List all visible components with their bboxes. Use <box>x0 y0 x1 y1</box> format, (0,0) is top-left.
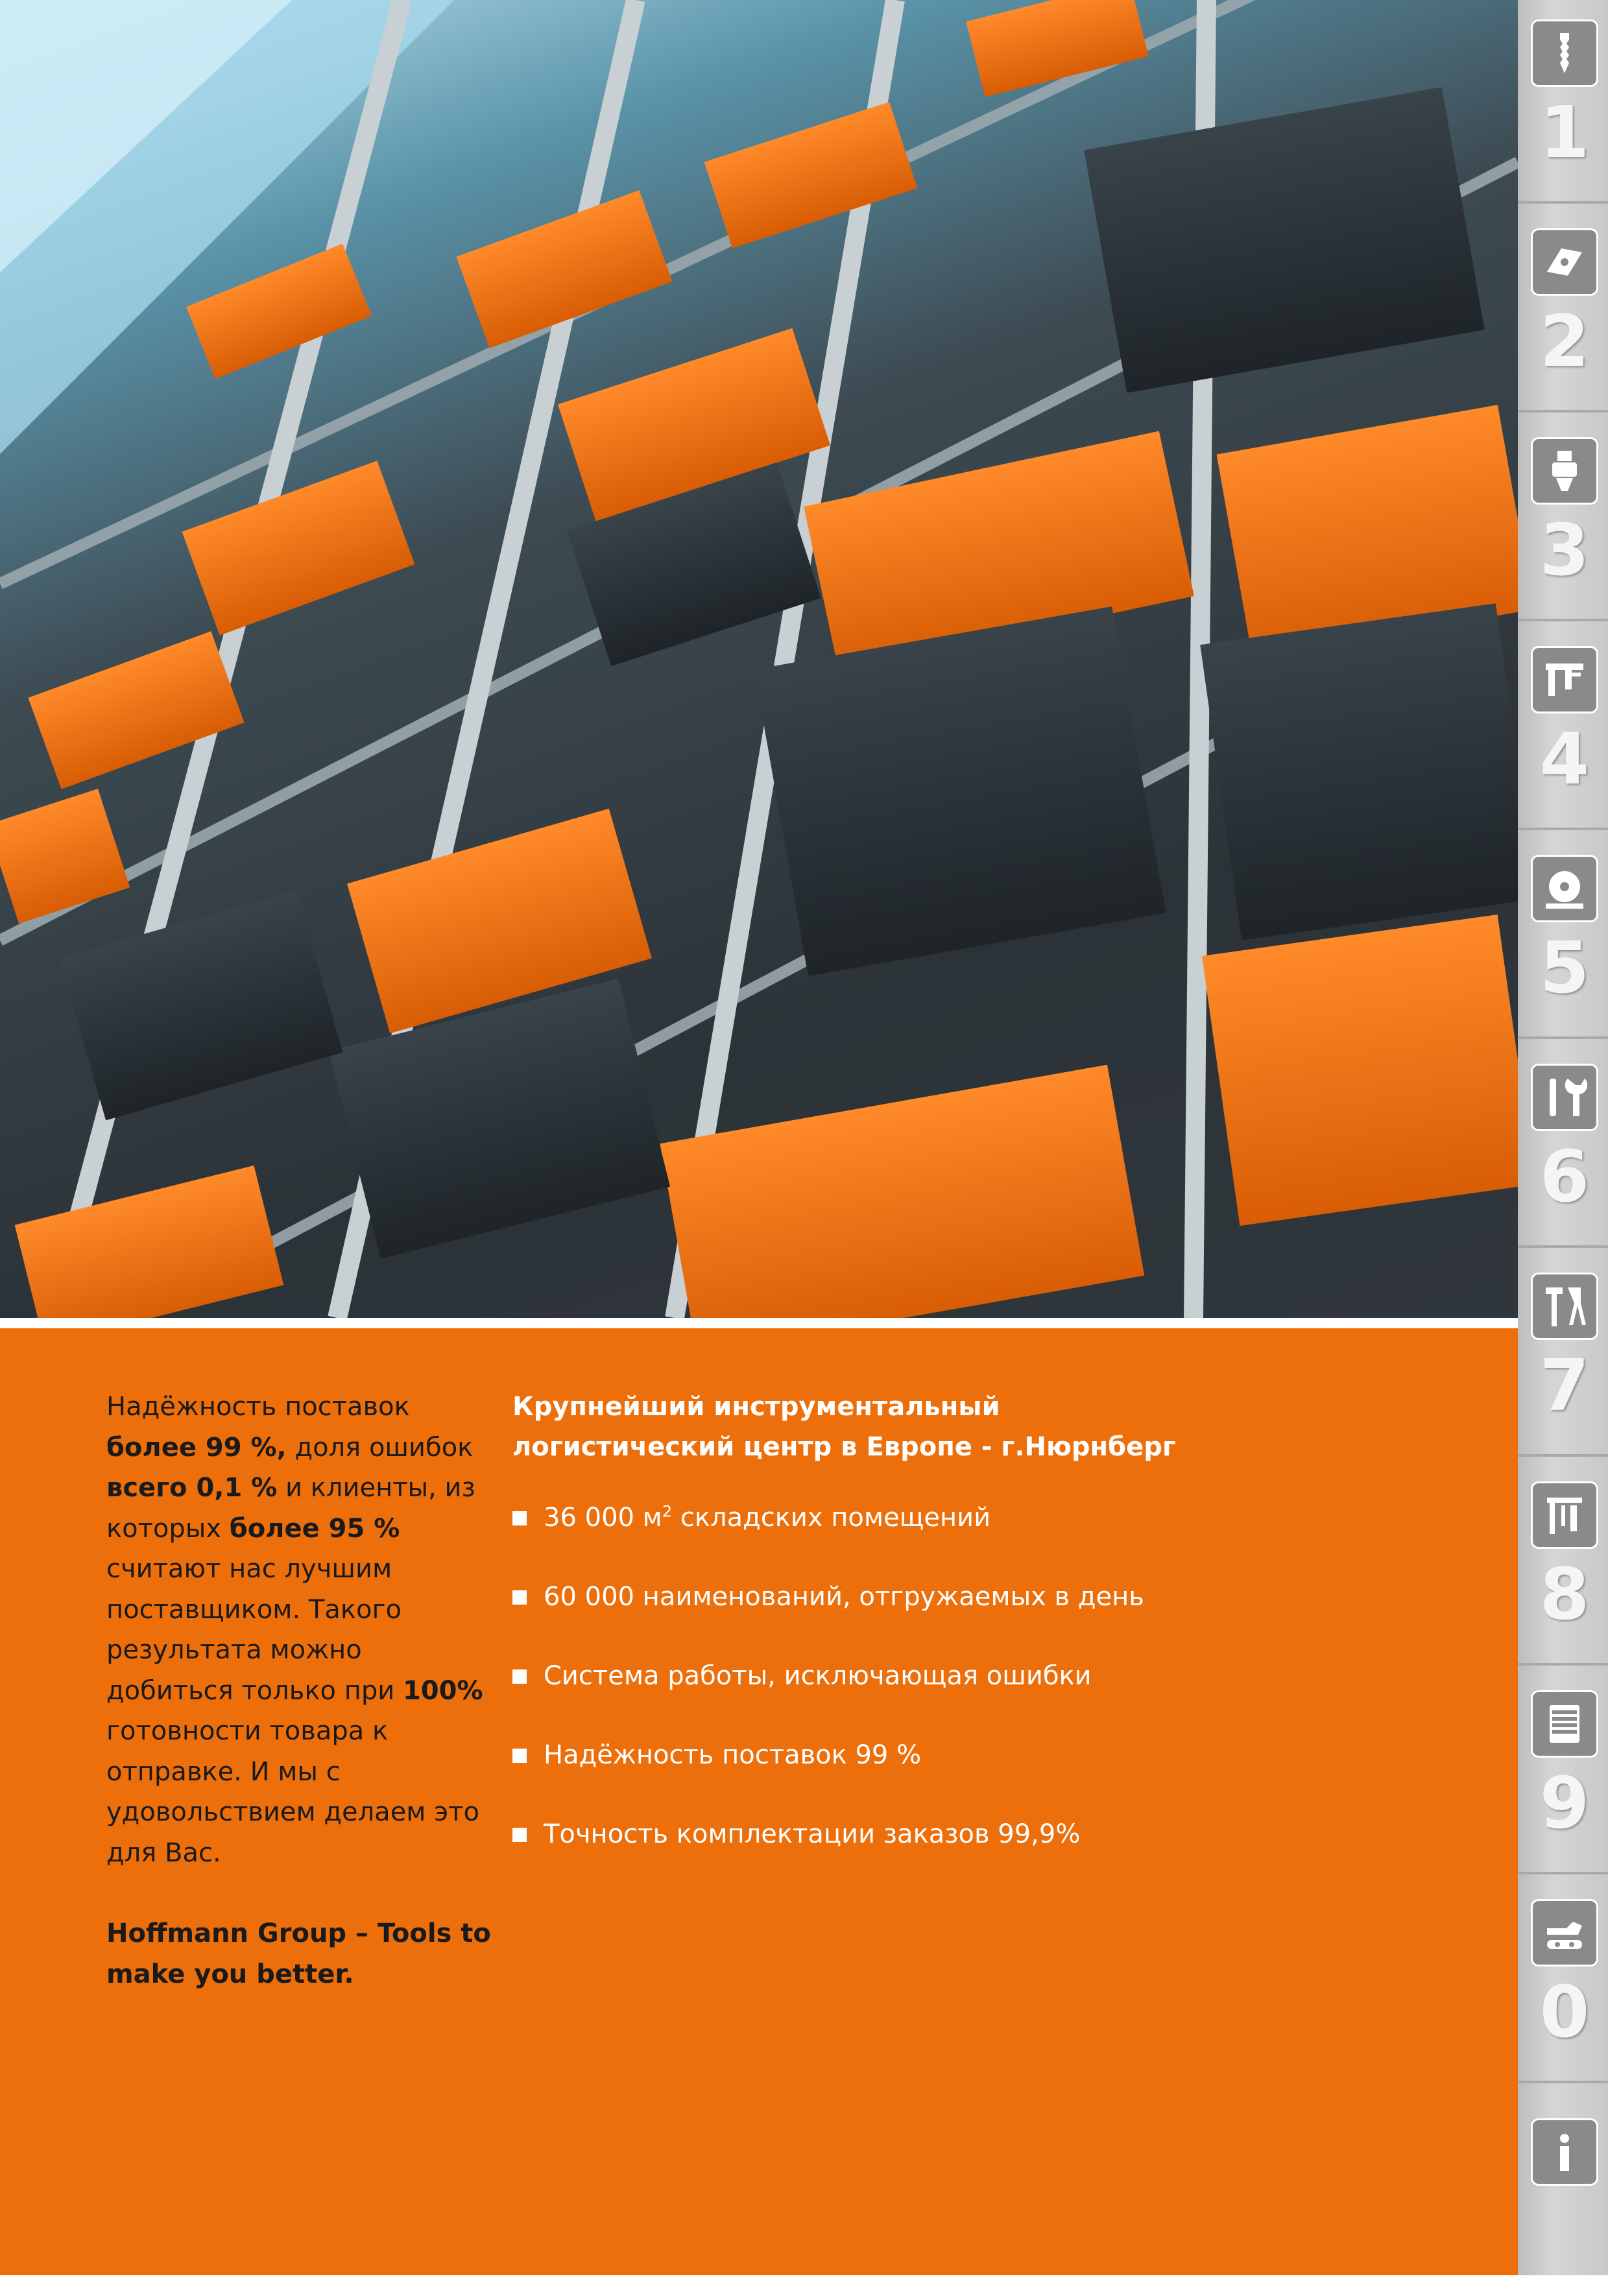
bullet-icon <box>512 1828 527 1842</box>
feature-list <box>512 1498 1356 1854</box>
chapter-tab-strip <box>1518 0 1608 2275</box>
tool-holder-icon <box>1531 437 1598 505</box>
bullet-icon <box>512 1749 527 1763</box>
bullet-icon <box>512 1669 527 1684</box>
bullet-icon <box>512 1511 527 1525</box>
drill-bit-icon <box>1531 19 1598 87</box>
chapter-tab-3[interactable]: 3 <box>1526 418 1603 625</box>
workbench-tools-icon <box>1531 1481 1598 1549</box>
list-item: Надёжность поставок 99 % <box>512 1736 1356 1775</box>
bullet-icon <box>512 1590 527 1605</box>
orange-info-panel <box>0 1328 1518 2275</box>
grinding-disc-icon <box>1531 855 1598 922</box>
logistics-heading: Крупнейший инструментальный логистический центр в Европе - г.Нюрнберг <box>512 1392 1176 1462</box>
chapter-tab-2[interactable]: 2 <box>1526 209 1603 416</box>
list-item: Точность комплектации заказов 99,9% <box>512 1815 1356 1854</box>
list-item: Система работы, исключающая ошибки <box>512 1656 1356 1695</box>
safety-gear-icon <box>1531 1899 1598 1967</box>
caliper-icon <box>1531 646 1598 713</box>
chapter-tab-8[interactable]: 8 <box>1526 1462 1603 1669</box>
intro-paragraph: Надёжность поставок более 99 %, доля ошибок всего 0,1 % и клиенты, из которых более 95 % считают нас лучшим поставщиком. Такого результата можно добиться только при 100% готовности товара к отправке. И мы с удовольствием делаем это для Вас. <box>106 1392 483 1868</box>
list-item: 36 000 $м^2$ складских помещений <box>512 1498 1356 1537</box>
wrench-screwdriver-icon <box>1531 1064 1598 1131</box>
milling-insert-icon <box>1531 228 1598 296</box>
logistics-center-block <box>512 1387 1356 1894</box>
pliers-hammer-icon <box>1531 1273 1598 1340</box>
info-icon <box>1531 2118 1598 2186</box>
slogan: Hoffmann Group – Tools to make you better. <box>106 1919 491 1989</box>
chapter-tab-1[interactable]: 1 <box>1526 0 1603 208</box>
chapter-tab-5[interactable]: 5 <box>1526 835 1603 1043</box>
chapter-tab-7[interactable]: 7 <box>1526 1253 1603 1461</box>
chapter-tab-6[interactable]: 6 <box>1526 1044 1603 1252</box>
info-tab[interactable] <box>1526 2088 1603 2296</box>
intro-text <box>106 1387 496 1994</box>
chapter-tab-4[interactable]: 4 <box>1526 627 1603 834</box>
tool-cabinet-icon <box>1531 1690 1598 1758</box>
list-item: 60 000 наименований, отгружаемых в день <box>512 1577 1356 1616</box>
chapter-tab-9[interactable]: 9 <box>1526 1671 1603 1878</box>
chapter-tab-0[interactable]: 0 <box>1526 1880 1603 2087</box>
